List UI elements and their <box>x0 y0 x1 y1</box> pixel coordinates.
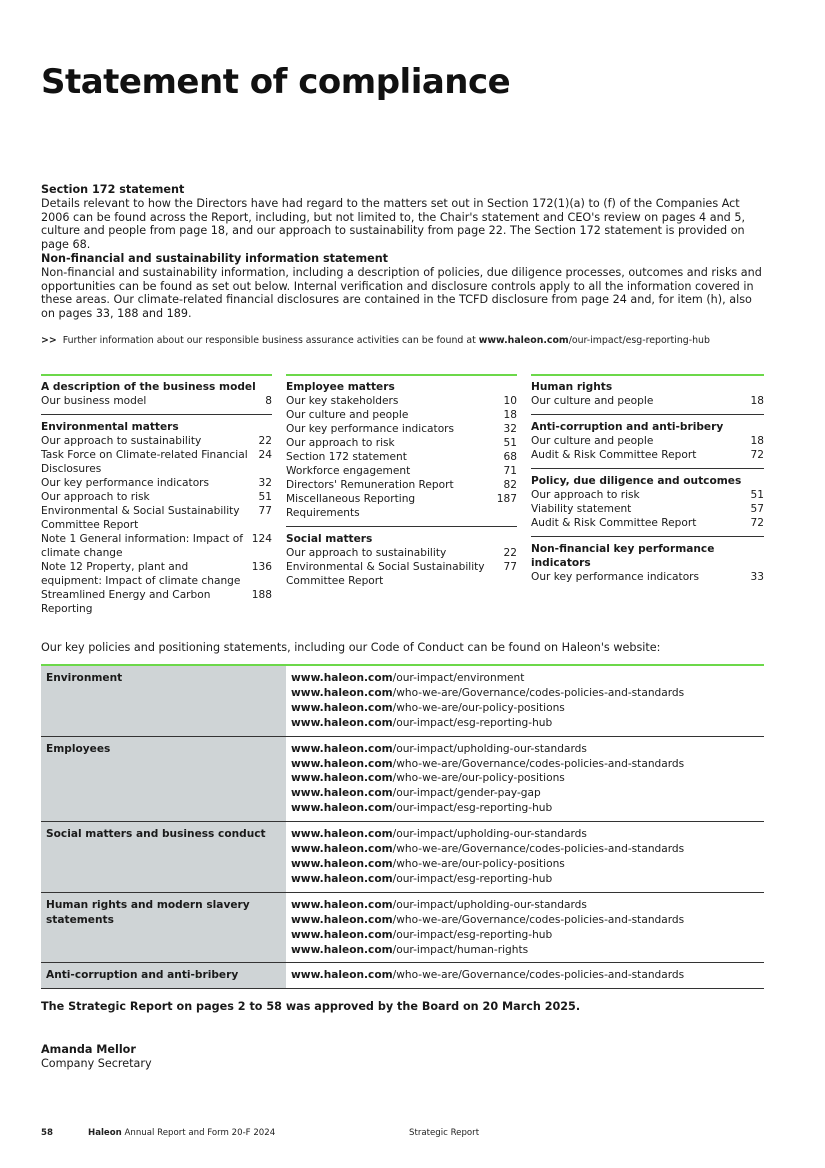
approval-statement: The Strategic Report on pages 2 to 58 was approved by the Board on 20 March 2025. <box>41 1000 581 1013</box>
index-entry[interactable] <box>531 488 764 502</box>
index-entry[interactable] <box>41 476 272 490</box>
index-entry-label: Note 1 General information: Impact of climate change <box>41 533 243 559</box>
index-column-1 <box>41 374 272 616</box>
footer-brand: Haleon <box>88 1128 122 1138</box>
policy-links <box>286 822 764 893</box>
nonfinancial-heading: Non-financial and sustainability information statement <box>41 252 389 265</box>
policy-category: Anti-corruption and anti-bribery <box>41 963 286 989</box>
policy-links <box>286 665 764 736</box>
policy-link[interactable]: www.haleon.com/who-we-are/our-policy-positions <box>291 857 565 870</box>
index-entry-page: 124 <box>251 533 272 545</box>
index-column-3 <box>531 374 764 584</box>
index-entry[interactable] <box>286 450 517 464</box>
signatory <box>41 1043 152 1071</box>
index-entry[interactable] <box>286 422 517 436</box>
index-entry-page: 77 <box>503 561 517 573</box>
policy-link[interactable]: www.haleon.com/our-impact/upholding-our-standards <box>291 742 587 755</box>
footer-report-name: Annual Report and Form 20-F 2024 <box>124 1128 276 1138</box>
index-entry-label: Our business model <box>41 395 147 407</box>
policy-links <box>286 963 764 989</box>
policy-link[interactable]: www.haleon.com/our-impact/human-rights <box>291 943 529 956</box>
index-entry-page: 72 <box>750 517 764 529</box>
policy-link[interactable]: www.haleon.com/who-we-are/Governance/codes-policies-and-standards <box>291 969 685 982</box>
section172-block <box>41 183 764 252</box>
index-entry-page: 68 <box>503 451 517 463</box>
index-entry-page: 82 <box>503 479 517 491</box>
index-entry-label: Section 172 statement <box>286 451 407 463</box>
index-entry[interactable] <box>286 478 517 492</box>
policies-intro: Our key policies and positioning statements, including our Code of Conduct can be found on Haleon's website: <box>41 641 661 654</box>
index-entry-page: 18 <box>750 395 764 407</box>
index-group-title: Human rights <box>531 381 613 393</box>
index-entry-label: Our approach to risk <box>286 437 395 449</box>
index-entry[interactable] <box>286 436 517 450</box>
index-entry[interactable] <box>286 546 517 560</box>
index-entry-page: 51 <box>750 489 764 501</box>
footer-report <box>88 1128 275 1138</box>
index-entry-label: Streamlined Energy and Carbon Reporting <box>41 589 211 615</box>
index-entry[interactable] <box>531 448 764 462</box>
policy-links <box>286 892 764 963</box>
index-entry-label: Our key performance indicators <box>531 571 700 583</box>
index-group-title: Employee matters <box>286 381 395 393</box>
index-entry-page: 72 <box>750 449 764 461</box>
policy-row <box>41 822 764 893</box>
index-entry[interactable] <box>41 490 272 504</box>
index-group <box>286 526 517 588</box>
policy-link[interactable]: www.haleon.com/our-impact/esg-reporting-hub <box>291 716 553 729</box>
further-info <box>41 335 710 346</box>
index-entry-label: Workforce engagement <box>286 465 411 477</box>
index-entry[interactable] <box>531 502 764 516</box>
section172-body: Details relevant to how the Directors have had regard to the matters set out in Section 172(1)(a) to (f) of the Companies Act 2006 can be found across the Report, including, but not limited to, the Chair's statement and CEO's review on pages 4 and 5, culture and people from page 18, and our approach to sustainability from page 22. The Section 172 statement is provided on page 68. <box>41 196 746 252</box>
index-entry-label: Viability statement <box>531 503 632 515</box>
signer-name: Amanda Mellor <box>41 1043 136 1056</box>
index-entry-page: 188 <box>251 589 272 601</box>
index-group-title: Social matters <box>286 533 373 545</box>
arrow-icon: >> <box>41 335 57 346</box>
policy-link[interactable]: www.haleon.com/our-impact/upholding-our-standards <box>291 898 587 911</box>
index-entry-page: 32 <box>258 477 272 489</box>
index-entry-label: Directors' Remuneration Report <box>286 479 454 491</box>
index-entry[interactable] <box>531 434 764 448</box>
index-entry-label: Environmental & Social Sustainability Committee Report <box>286 561 485 587</box>
index-entry-page: 8 <box>265 395 272 407</box>
index-entry[interactable] <box>41 434 272 448</box>
policy-link[interactable]: www.haleon.com/our-impact/esg-reporting-hub <box>291 802 553 815</box>
policy-link[interactable]: www.haleon.com/our-impact/upholding-our-standards <box>291 828 587 841</box>
index-group-title: Environmental matters <box>41 421 179 433</box>
policy-row <box>41 736 764 822</box>
policies-table <box>41 664 764 989</box>
index-entry[interactable] <box>531 516 764 530</box>
policy-row <box>41 963 764 989</box>
index-entry-page: 22 <box>503 547 517 559</box>
index-group <box>531 414 764 462</box>
index-entry-label: Miscellaneous Reporting Requirements <box>286 493 416 519</box>
index-entry-page: 18 <box>750 435 764 447</box>
index-group-title: Anti-corruption and anti-bribery <box>531 421 724 433</box>
index-entry-page: 22 <box>258 435 272 447</box>
index-entry[interactable] <box>286 492 517 520</box>
index-entry-label: Our culture and people <box>286 409 409 421</box>
index-entry[interactable] <box>531 570 764 584</box>
policy-link[interactable]: www.haleon.com/who-we-are/Governance/codes-policies-and-standards <box>291 686 685 699</box>
policy-link[interactable]: www.haleon.com/who-we-are/Governance/codes-policies-and-standards <box>291 843 685 856</box>
index-entry[interactable] <box>286 464 517 478</box>
esg-hub-link[interactable]: www.haleon.com/our-impact/esg-reporting-hub <box>478 335 710 346</box>
index-entry[interactable] <box>286 560 517 588</box>
index-entry-label: Our approach to risk <box>531 489 640 501</box>
index-entry-page: 187 <box>496 493 517 505</box>
policy-link[interactable]: www.haleon.com/our-impact/gender-pay-gap <box>291 787 541 800</box>
policy-link[interactable]: www.haleon.com/our-impact/esg-reporting-hub <box>291 872 553 885</box>
signer-role: Company Secretary <box>41 1057 152 1070</box>
policy-category: Environment <box>41 665 286 736</box>
index-entry-page: 10 <box>503 395 517 407</box>
index-entry-label: Note 12 Property, plant and equipment: Impact of climate change <box>41 561 241 587</box>
index-entry[interactable] <box>41 560 272 588</box>
index-entry[interactable] <box>286 394 517 408</box>
index-entry-label: Our culture and people <box>531 395 654 407</box>
index-group <box>41 414 272 616</box>
index-group-title: Non-financial key performance indicators <box>531 543 715 569</box>
index-entry-label: Our key performance indicators <box>286 423 455 435</box>
policy-link[interactable]: www.haleon.com/who-we-are/Governance/codes-policies-and-standards <box>291 913 685 926</box>
index-group <box>531 536 764 584</box>
index-entry[interactable] <box>41 448 272 476</box>
index-entry[interactable] <box>41 504 272 532</box>
index-entry-page: 18 <box>503 409 517 421</box>
index-entry[interactable] <box>531 394 764 408</box>
policy-link[interactable]: www.haleon.com/our-impact/esg-reporting-hub <box>291 928 553 941</box>
index-entry[interactable] <box>41 588 272 616</box>
index-entry[interactable] <box>41 394 272 408</box>
policy-row <box>41 665 764 736</box>
policy-link[interactable]: www.haleon.com/who-we-are/Governance/codes-policies-and-standards <box>291 757 685 770</box>
index-entry-page: 33 <box>750 571 764 583</box>
index-entry-page: 71 <box>503 465 517 477</box>
index-group <box>286 374 517 520</box>
index-group <box>531 468 764 530</box>
index-column-2 <box>286 374 517 588</box>
index-entry-label: Audit & Risk Committee Report <box>531 517 697 529</box>
index-entry-label: Our approach to risk <box>41 491 150 503</box>
index-entry-label: Our culture and people <box>531 435 654 447</box>
index-entry-label: Task Force on Climate-related Financial Disclosures <box>41 449 248 475</box>
index-group <box>41 374 272 408</box>
index-group-title: Policy, due diligence and outcomes <box>531 475 742 487</box>
index-entry-page: 24 <box>258 449 272 461</box>
index-entry-page: 51 <box>258 491 272 503</box>
index-group <box>531 374 764 408</box>
page-title: Statement of compliance <box>41 62 511 102</box>
index-entry-page: 77 <box>258 505 272 517</box>
further-text: Further information about our responsible business assurance activities can be found at <box>62 335 476 346</box>
nonfinancial-body: Non-financial and sustainability information, including a description of policies, due diligence processes, outcomes and risks and opportunities can be found as set out below. Internal verification and disclosure controls apply to all the information covered in these areas. Our climate-related financial disclosures are contained in the TCFD disclosure from page 24 and, for item (h), also on pages 33, 188 and 189. <box>41 265 762 321</box>
nonfinancial-block <box>41 252 764 321</box>
index-entry[interactable] <box>286 408 517 422</box>
policy-link[interactable]: www.haleon.com/our-impact/environment <box>291 672 525 684</box>
index-group-title: A description of the business model <box>41 381 256 393</box>
policy-category: Human rights and modern slavery statements <box>41 892 286 963</box>
policy-category: Employees <box>41 736 286 822</box>
index-entry-page: 136 <box>251 561 272 573</box>
footer-section: Strategic Report <box>409 1128 480 1138</box>
index-entry-page: 57 <box>750 503 764 515</box>
policy-links <box>286 736 764 822</box>
policy-link[interactable]: www.haleon.com/who-we-are/our-policy-positions <box>291 772 565 785</box>
index-entry-label: Our key stakeholders <box>286 395 399 407</box>
index-entry-label: Our approach to sustainability <box>286 547 447 559</box>
index-entry-page: 51 <box>503 437 517 449</box>
policy-category: Social matters and business conduct <box>41 822 286 893</box>
index-entry-label: Environmental & Social Sustainability Committee Report <box>41 505 240 531</box>
policy-link[interactable]: www.haleon.com/who-we-are/our-policy-positions <box>291 701 565 714</box>
index-entry-page: 32 <box>503 423 517 435</box>
index-entry-label: Our key performance indicators <box>41 477 210 489</box>
section172-heading: Section 172 statement <box>41 183 185 196</box>
index-entry-label: Our approach to sustainability <box>41 435 202 447</box>
index-entry[interactable] <box>41 532 272 560</box>
index-entry-label: Audit & Risk Committee Report <box>531 449 697 461</box>
footer-page-number: 58 <box>41 1128 53 1138</box>
policy-row <box>41 892 764 963</box>
